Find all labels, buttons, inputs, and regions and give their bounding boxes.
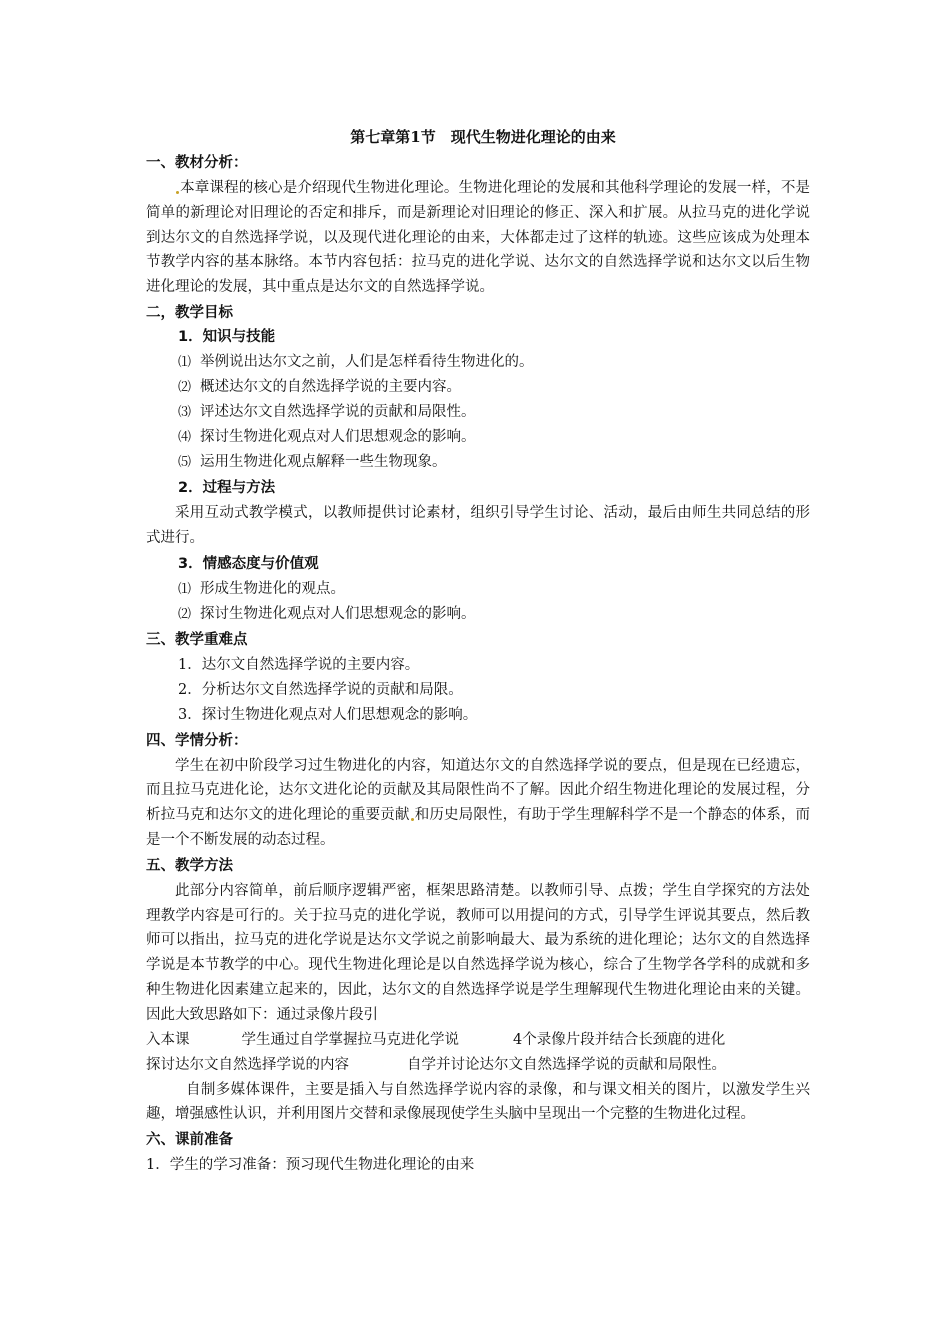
list-item: 2．分析达尔文自然选择学说的贡献和局限。 — [178, 681, 463, 698]
list-item: 1．学生的学习准备：预习现代生物进化理论的由来 — [146, 1157, 475, 1174]
process-method-paragraph: 采用互动式教学模式，以教师提供讨论素材，组织引导学生讨论、活动，最后由师生共同总结的形式进行。 — [146, 504, 810, 546]
multimedia-paragraph: 自制多媒体课件，主要是插入与自然选择学说内容的录像，和与课文相关的图片，以激发学生兴趣，增强感性认识，并利用图片交替和录像展现使学生头脑中呈现出一个完整的生物进化过程。 — [146, 1081, 810, 1123]
student-analysis-paragraph: 学生在初中阶段学习过生物进化的内容，知道达尔文的自然选择学说的要点，但是现在已经遗忘，而且拉马克进化论，达尔文进化论的贡献及其局限性尚不了解。因此介绍生物进化理论的发展过程，分析拉马克和达尔文的进化理论的重要贡献 和历史局限性，有助于学生理解科学不是一个静态的体系，而是一个不断发展的动态过程。 — [146, 757, 811, 848]
section-heading-teaching-method: 五、教学方法 — [146, 857, 233, 874]
list-item: ⑶ 评述达尔文自然选择学说的贡献和局限性。 — [178, 403, 476, 420]
teaching-flow-line-1: 入本课 学生通过自学掌握拉马克进化学说 4个录像片段并结合长颈鹿的进化 — [146, 1031, 726, 1048]
subheading-process-method: 2．过程与方法 — [178, 479, 276, 496]
document-title: 第七章第1节 现代生物进化理论的由来 — [350, 128, 616, 146]
list-item: ⑸ 运用生物进化观点解释一些生物现象。 — [178, 453, 447, 470]
annotation-mark-icon — [176, 191, 179, 194]
section-heading-teaching-goals: 二，教学目标 — [146, 304, 233, 321]
list-item: ⑴ 形成生物进化的观点。 — [178, 580, 345, 597]
section-heading-key-difficulties: 三、教学重难点 — [146, 631, 248, 648]
teaching-flow-line-2: 探讨达尔文自然选择学说的内容 自学并讨论达尔文自然选择学说的贡献和局限性。 — [146, 1056, 726, 1073]
document-page — [146, 126, 810, 1178]
subheading-attitude-values: 3．情感态度与价值观 — [178, 555, 319, 572]
section-heading-preparation: 六、课前准备 — [146, 1132, 233, 1149]
textbook-analysis-paragraph: 本章课程的核心是介绍现代生物进化理论。生物进化理论的发展和其他科学理论的发展一样，不是简单的新理论对旧理论的否定和排斥，而是新理论对旧理论的修正、深入和扩展。从拉马克的进化学说到达尔文的自然选择学说，以及现代进化理论的由来，大体都走过了这样的轨迹。这些应该成为处理本节教学内容的基本脉络。本节内容包括：拉马克的进化学说、达尔文的自然选择学说和达尔文以后生物进化理论的发展，其中重点是达尔文的自然选择学说。 — [146, 180, 810, 296]
list-item: ⑵ 探讨生物进化观点对人们思想观念的影响。 — [178, 605, 476, 622]
teaching-method-paragraph: 此部分内容简单，前后顺序逻辑严密，框架思路清楚。以教师引导、点拨；学生自学探究的方法处理教学内容是可行的。关于拉马克的进化学说，教师可以用提问的方式，引导学生评说其要点，然后教师可以指出，拉马克的进化学说是达尔文学说之前影响最大、最为系统的进化理论；达尔文的自然选择学说是本节教学的中心。现代生物进化理论是以自然选择学说为核心，综合了生物学各学科的成就和多种生物进化因素建立起来的，因此，达尔文的自然选择学说是学生理解现代生物进化理论由来的关键。因此大致思路如下：通过录像片段引 — [146, 882, 810, 1023]
section-heading-textbook-analysis: 一、教材分析： — [146, 155, 248, 171]
list-item: 3．探讨生物进化观点对人们思想观念的影响。 — [178, 706, 478, 723]
annotation-mark-icon — [411, 818, 414, 821]
list-item: ⑷ 探讨生物进化观点对人们思想观念的影响。 — [178, 428, 476, 445]
section-heading-student-analysis: 四、学情分析： — [146, 732, 248, 749]
subheading-knowledge-skills: 1．知识与技能 — [178, 328, 276, 345]
list-item: ⑴ 举例说出达尔文之前，人们是怎样看待生物进化的。 — [178, 353, 534, 370]
list-item: ⑵ 概述达尔文的自然选择学说的主要内容。 — [178, 378, 461, 395]
list-item: 1．达尔文自然选择学说的主要内容。 — [178, 656, 420, 673]
